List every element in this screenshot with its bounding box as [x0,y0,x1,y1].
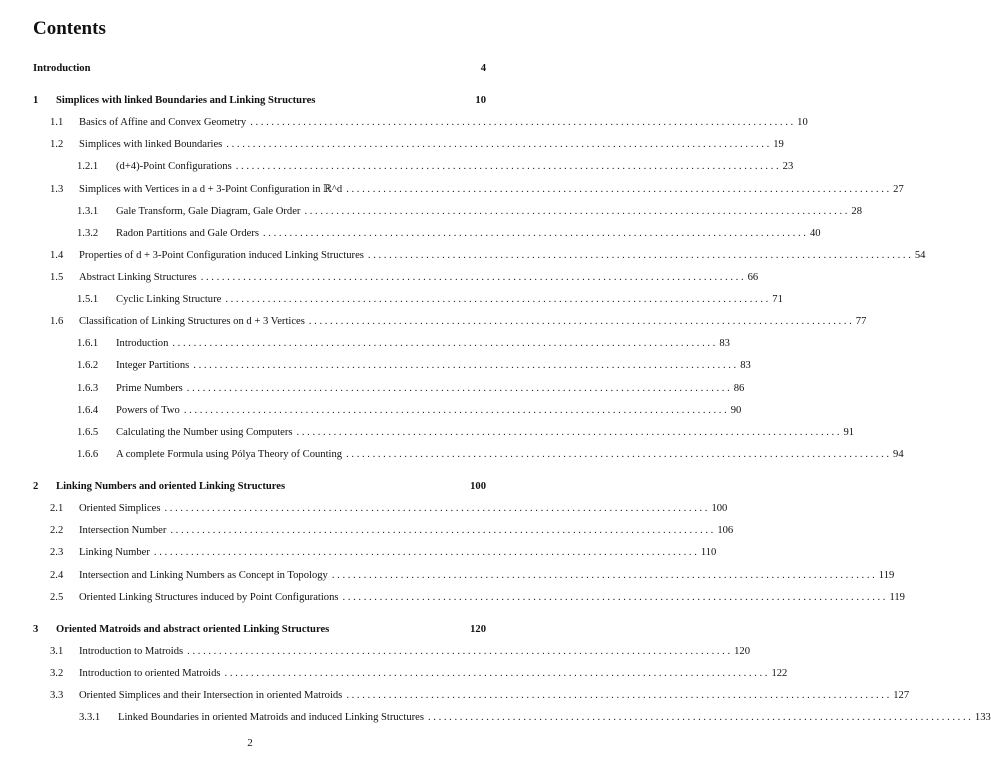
toc-entry[interactable] [0,544,717,562]
page-title: Contents [33,18,106,39]
toc-entry-number: 3.3.1 [79,712,101,723]
toc-entry-title: Simplices with linked Boundaries [79,139,223,150]
toc-entry-page: 91 [843,427,855,438]
toc-entry-page: 54 [914,250,926,261]
toc-leader-dots [332,567,875,585]
toc-entry-number: 2.1 [50,503,64,514]
toc-entry[interactable] [0,225,821,243]
toc-entry-title: Intersection and Linking Numbers as Concept in Topology [79,570,328,581]
toc-entry-page: 10 [797,117,808,128]
toc-entry-title: Introduction to Matroids [79,646,184,657]
toc-entry-page: 66 [747,272,759,283]
toc-entry[interactable] [0,709,991,727]
toc-leader-dots [226,136,769,154]
toc-entry[interactable] [0,567,895,585]
toc-leader-dots [368,247,911,265]
toc-entry-number: 2.5 [50,592,64,603]
toc-entry[interactable] [0,114,808,132]
toc-entry-number: 3.2 [50,668,64,679]
toc-leader-dots [225,665,768,683]
toc-leader-dots [309,313,852,331]
toc-entry-number: 1.4 [50,250,64,261]
toc-entry-title: Simplices with linked Boundaries and Linking Structures [56,95,316,106]
toc-entry-number: 1.5 [50,272,64,283]
toc-entry[interactable] [0,589,905,607]
toc-leader-dots [343,589,886,607]
toc-entry[interactable] [0,269,759,287]
toc-leader-dots [201,269,744,287]
toc-entry-page: 40 [809,228,821,239]
toc-entry-number: 2.2 [50,525,64,536]
toc-leader-dots [297,424,840,442]
toc-leader-dots [165,500,708,518]
toc-entry-title: Oriented Linking Structures induced by Point Configurations [79,592,339,603]
toc-entry-title: Introduction [33,63,91,74]
toc-entry-number: 1.6.2 [77,360,99,371]
toc-entry-number: 1.5.1 [77,294,99,305]
toc-leader-dots [187,380,730,398]
toc-leader-dots [250,114,793,132]
toc-entry-title: Cyclic Linking Structure [116,294,222,305]
toc-entry[interactable] [0,136,784,154]
toc-entry-page: 83 [740,360,751,371]
toc-entry-page: 86 [733,383,745,394]
toc-entry-number: 1.6.6 [77,449,99,460]
toc-entry[interactable] [0,291,783,309]
toc-entry-page: 119 [889,592,905,603]
toc-entry-title: Radon Partitions and Gale Orders [116,228,259,239]
toc-entry-number: 1.6.5 [77,427,99,438]
toc-entry[interactable] [0,621,500,639]
toc-leader-dots [170,522,713,540]
toc-entry-page: 27 [893,184,904,195]
toc-entry-page: 10 [475,95,486,106]
toc-entry[interactable] [0,643,750,661]
toc-entry-title: Linking Numbers and oriented Linking Structures [56,481,286,492]
toc-entry-number: 3.1 [50,646,64,657]
toc-entry[interactable] [0,158,794,176]
toc-entry-title: Classification of Linking Structures on d + 3 Vertices [79,316,305,327]
toc-entry-title: Calculating the Number using Computers [116,427,293,438]
toc-entry[interactable] [0,402,742,420]
toc-entry-page: 110 [700,547,717,558]
toc-entry-page: 4 [480,63,486,74]
toc-leader-dots [428,709,971,727]
toc-entry-page: 83 [719,338,730,349]
toc-entry-page: 120 [734,646,750,657]
toc-entry-title: Introduction to oriented Matroids [79,668,221,679]
toc-entry-title: Integer Partitions [116,360,190,371]
toc-entry-number: 1.6.4 [77,405,99,416]
toc-entry-page: 122 [771,668,788,679]
toc-entry-page: 71 [772,294,783,305]
toc-entry-page: 100 [711,503,728,514]
toc-entry-number: 1.3.1 [77,206,99,217]
toc-leader-dots [184,402,727,420]
toc-entry-title: Intersection Number [79,525,167,536]
toc-entry-page: 100 [470,481,486,492]
toc-entry-page: 133 [974,712,991,723]
toc-entry-title: Linked Boundaries in oriented Matroids and induced Linking Structures [118,712,424,723]
toc-leader-dots [225,291,768,309]
toc-leader-dots [154,544,697,562]
toc-entry-title: Introduction [116,338,169,349]
toc-entry-number: 1.6 [50,316,64,327]
toc-entry-title: Gale Transform, Gale Diagram, Gale Order [116,206,301,217]
toc-entry-page: 120 [470,624,486,635]
toc-entry[interactable] [0,92,500,110]
toc-leader-dots [304,203,847,221]
toc-entry-number: 2 [33,481,39,492]
toc-leader-dots [193,357,736,375]
toc-entry-title: Prime Numbers [116,383,183,394]
toc-entry-number: 1.3.2 [77,228,99,239]
toc-entry-title: Simplices with Vertices in a d + 3-Point Configuration in ℝ^d [79,184,343,195]
toc-leader-dots [187,643,730,661]
toc-entry-page: 94 [893,449,904,460]
toc-entry-title: (d+4)-Point Configurations [116,161,232,172]
toc-entry-number: 2.4 [50,570,64,581]
toc-entry[interactable] [0,357,751,375]
toc-entry-number: 1.2 [50,139,64,150]
toc-entry-page: 23 [782,161,794,172]
toc-leader-dots [346,446,889,464]
toc-entry[interactable] [0,446,904,464]
toc-entry[interactable] [0,60,500,78]
toc-entry[interactable] [0,247,926,265]
toc-entry-page: 28 [851,206,862,217]
toc-entry-number: 3 [33,624,39,635]
toc-entry-title: A complete Formula using Pólya Theory of Counting [116,449,343,460]
toc-entry-number: 1.6.1 [77,338,99,349]
toc-entry[interactable] [0,335,730,353]
toc-entry-number: 1 [33,95,39,106]
toc-leader-dots [172,335,715,353]
toc-entry-number: 1.2.1 [77,161,99,172]
toc-entry-page: 77 [855,316,867,327]
toc-leader-dots [346,687,889,705]
toc-entry[interactable] [0,313,867,331]
toc-entry-number: 3.3 [50,690,64,701]
toc-entry-title: Oriented Matroids and abstract oriented Linking Structures [56,624,330,635]
toc-entry-page: 106 [717,525,734,536]
toc-leader-dots [236,158,779,176]
toc-entry-title: Abstract Linking Structures [79,272,197,283]
toc-entry-number: 2.3 [50,547,64,558]
toc-entry[interactable] [0,522,734,540]
toc-entry-title: Oriented Simplices and their Intersection in oriented Matroids [79,690,343,701]
toc-entry-number: 1.6.3 [77,383,99,394]
toc-entry-title: Properties of d + 3-Point Configuration induced Linking Structures [79,250,364,261]
toc-entry[interactable] [0,424,855,442]
toc-entry-page: 119 [878,570,895,581]
toc-entry-page: 127 [893,690,910,701]
toc-entry-title: Oriented Simplices [79,503,161,514]
toc-leader-dots [346,181,889,199]
toc-entry[interactable] [0,181,904,199]
toc-entry[interactable] [0,665,788,683]
page-number: 2 [247,737,253,749]
toc-entry[interactable] [0,478,500,496]
toc-entry-title: Linking Number [79,547,150,558]
toc-entry[interactable] [0,380,745,398]
toc-entry-title: Basics of Affine and Convex Geometry [79,117,247,128]
toc-leader-dots [263,225,806,243]
toc-entry-number: 1.1 [50,117,64,128]
toc-entry[interactable] [0,687,910,705]
toc-entry-page: 90 [730,405,742,416]
toc-entry-title: Powers of Two [116,405,180,416]
toc-entry[interactable] [0,203,862,221]
toc-entry[interactable] [0,500,728,518]
toc-entry-page: 19 [773,139,784,150]
toc-entry-number: 1.3 [50,184,64,195]
